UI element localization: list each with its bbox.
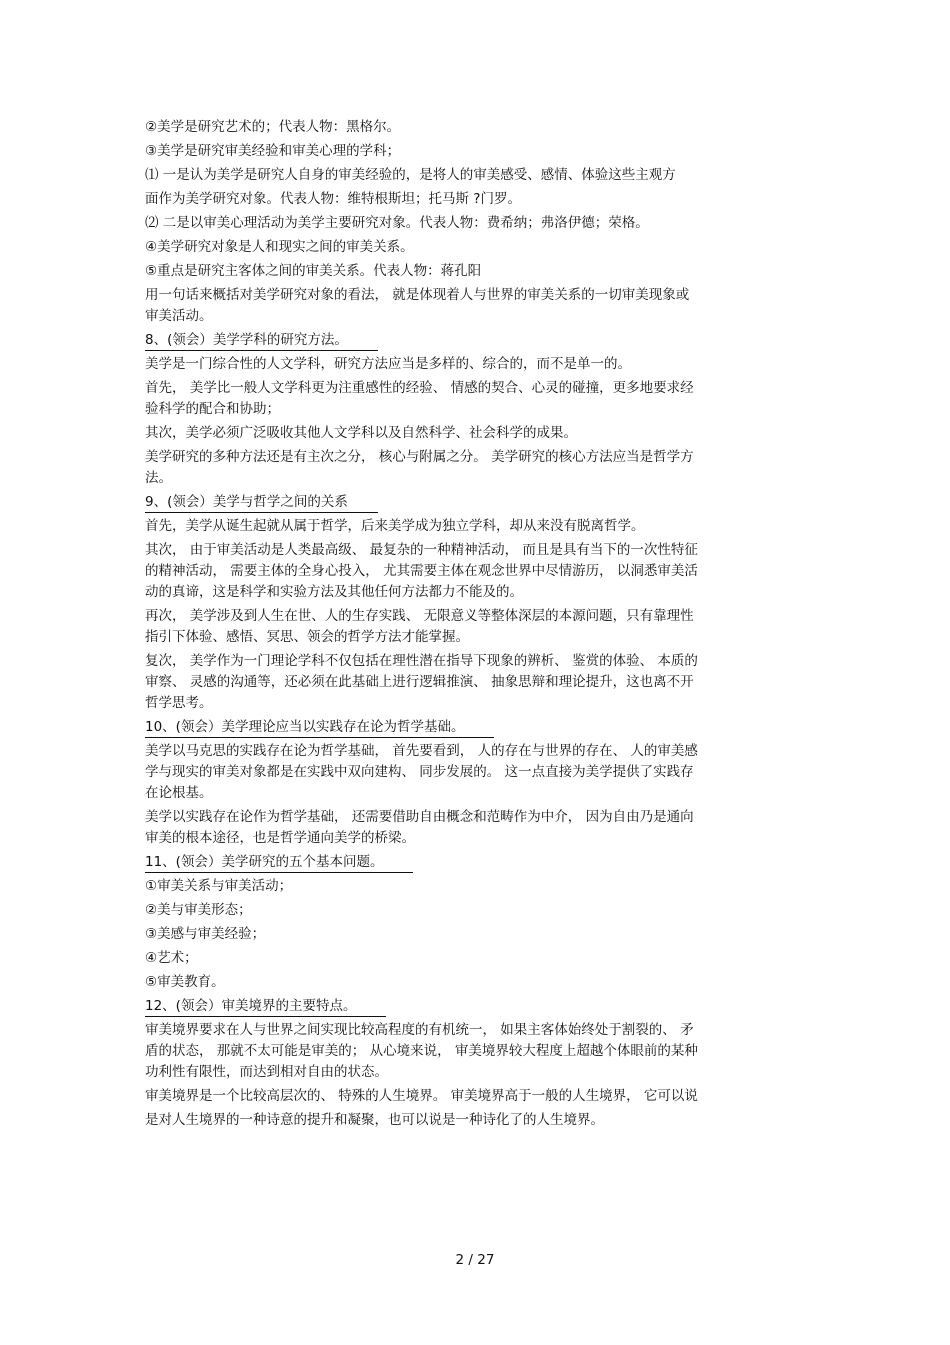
paragraph-line: 审美的根本途径，也是哲学通向美学的桥梁。 — [145, 830, 415, 846]
paragraph-line: 是对人生境界的一种诗意的提升和凝聚，也可以说是一种诗化了的人生境界。 — [145, 1112, 604, 1128]
paragraph-line: 的精神活动， 需要主体的全身心投入， 尤其需要主体在观念世界中尽情游历， 以洞悉审美活 — [145, 563, 698, 579]
list-item: ④艺术； — [145, 950, 198, 966]
paragraph-line: 验科学的配合和协助； — [145, 401, 280, 417]
page-body — [145, 118, 805, 1129]
paragraph-line: ⑵ 二是以审美心理活动为美学主要研究对象。代表人物：费希纳；弗洛伊德；荣格。 — [145, 215, 649, 231]
paragraph-line: 用一句话来概括对美学研究对象的看法， 就是体现着人与世界的审美关系的一切审美现象或 — [145, 287, 690, 303]
paragraph-line: 审美境界是一个比较高层次的、 特殊的人生境界。 审美境界高于一般的人生境界， 它可以说 — [145, 1088, 698, 1104]
paragraph-line: 美学以实践存在论作为哲学基础， 还需要借助自由概念和范畴作为中介， 因为自由乃是通向 — [145, 809, 694, 825]
paragraph-line: 功利性有限性，而达到相对自由的状态。 — [145, 1064, 388, 1080]
paragraph-line: 复次， 美学作为一门理论学科不仅包括在理性潜在指导下现象的辨析、 鉴赏的体验、 本质的 — [145, 653, 698, 669]
section-heading-11: 11、(领会）美学研究的五个基本问题。 — [145, 853, 805, 871]
list-item: ②美与审美形态； — [145, 902, 252, 918]
list-item: ①审美关系与审美活动； — [145, 878, 293, 894]
paragraph-line: 在论根基。 — [145, 785, 213, 801]
paragraph-line: 盾的状态， 那就不太可能是审美的； 从心境来说， 审美境界较大程度上超越个体眼前的某种 — [145, 1043, 698, 1059]
paragraph-line: ⑴ 一是认为美学是研究人自身的审美经验的，是将人的审美感受、感情、体验这些主观方 — [145, 167, 676, 183]
paragraph-line: 美学以马克思的实践存在论为哲学基础， 首先要看到， 人的存在与世界的存在、 人的审美感 — [145, 743, 698, 759]
paragraph-line: 面作为美学研究对象。代表人物：维特根斯坦；托马斯 ?门罗。 — [145, 191, 521, 207]
section-heading-9: 9、(领会）美学与哲学之间的关系 — [145, 493, 805, 511]
section-heading-12: 12、(领会）审美境界的主要特点。 — [145, 997, 805, 1015]
list-item: ⑤审美教育。 — [145, 974, 225, 990]
paragraph-line: 美学研究的多种方法还是有主次之分， 核心与附属之分。 美学研究的核心方法应当是哲学方 — [145, 449, 694, 465]
paragraph-line: 其次， 由于审美活动是人类最高级、 最复杂的一种精神活动， 而且是具有当下的一次性特征 — [145, 542, 698, 558]
paragraph-line: 学与现实的审美对象都是在实践中双向建构、 同步发展的。 这一点直接为美学提供了实践存 — [145, 764, 694, 780]
section-heading-8: 8、(领会）美学学科的研究方法。 — [145, 331, 805, 349]
paragraph-line: 哲学思考。 — [145, 695, 213, 711]
paragraph-line: 审美活动。 — [145, 308, 213, 324]
paragraph-line: ②美学是研究艺术的；代表人物：黑格尔。 — [145, 119, 401, 135]
page-number-indicator: 2 / 27 — [455, 1252, 495, 1268]
section-heading-10: 10、(领会）美学理论应当以实践存在论为哲学基础。 — [145, 718, 805, 736]
paragraph-line: 法。 — [145, 470, 172, 486]
paragraph-line: 再次， 美学涉及到人生在世、人的生存实践、 无限意义等整体深层的本源问题，只有靠理性 — [145, 608, 694, 624]
paragraph-line: 指引下体验、感悟、冥思、领会的哲学方法才能掌握。 — [145, 629, 469, 645]
list-item: ③美感与审美经验； — [145, 926, 266, 942]
paragraph-line: 美学是一门综合性的人文学科，研究方法应当是多样的、综合的，而不是单一的。 — [145, 356, 631, 372]
paragraph-line: 首先，美学从诞生起就从属于哲学，后来美学成为独立学科，却从来没有脱离哲学。 — [145, 518, 645, 534]
paragraph-line: 首先， 美学比一般人文学科更为注重感性的经验、 情感的契合、心灵的碰撞，更多地要求经 — [145, 380, 694, 396]
paragraph-line: ⑤重点是研究主客体之间的审美关系。代表人物：蒋孔阳 — [145, 263, 482, 279]
paragraph-line: 其次，美学必须广泛吸收其他人文学科以及自然科学、社会科学的成果。 — [145, 425, 577, 441]
paragraph-line: 动的真谛，这是科学和实验方法及其他任何方法都力不能及的。 — [145, 584, 523, 600]
paragraph-line: ④美学研究对象是人和现实之间的审美关系。 — [145, 239, 414, 255]
paragraph-line: 审美境界要求在人与世界之间实现比较高程度的有机统一， 如果主客体始终处于割裂的、 矛 — [145, 1022, 694, 1038]
paragraph-line: 审察、 灵感的沟通等，还必须在此基础上进行逻辑推演、 抽象思辩和理论提升，这也离不开 — [145, 674, 694, 690]
paragraph-line: ③美学是研究审美经验和审美心理的学科； — [145, 143, 401, 159]
